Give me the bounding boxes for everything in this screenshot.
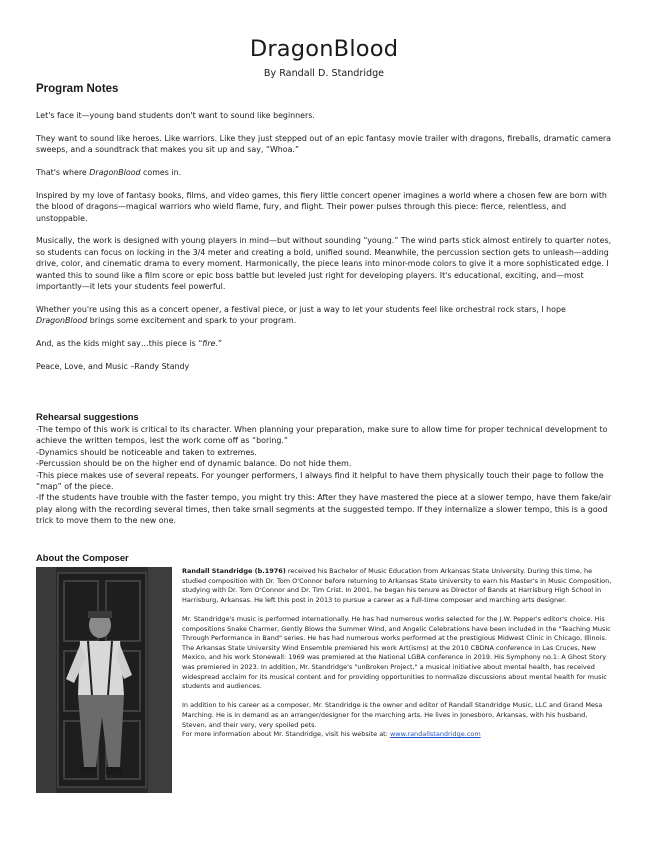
bio-paragraph [182,701,614,739]
text-run: And, as the kids might say…this piece is “ [36,339,203,349]
rehearsal-item: -Dynamics should be noticeable and taken to extremes. [36,447,257,457]
notes-paragraph [36,167,616,178]
text-run: comes in. [140,168,182,177]
text-run: received his Bachelor of Music Education from Arkansas State University. During this time, he studied composition with Dr. Tom O'Connor before returning to Arkansas State University to earn his Master's in Music Composition, studying with Dr. Tom O'Connor and Dr. Tim Crist. In 2001, he began his tenure as Director of Bands at Harrisburg High School in Harrisburg, Arkansas. He left this post in 2013 to pursue a career as a full-time composer and marching arts designer. [182,567,612,604]
notes-paragraph [36,304,616,327]
title-italic: DragonBlood [36,316,88,326]
bio-paragraph [182,567,614,605]
piece-title: DragonBlood [249,36,399,62]
notes-paragraph: Musically, the work is designed with young players in mind—but without sounding “young.” The wind parts stick almost entirely to quarter notes, so students can focus on locking in the 3/4 meter and creating a bold, unified sound. Meanwhile, the percussion section gets to unleash—adding drive, color, and cinematic drama to every moment. Harmonically, the piece leans into minor-mode colors to give it a more sophisticated edge. I wanted this to sound like a film score or epic boss battle but leveled just right for developing players. It's educational, exciting, and—most importantly—it lets your students feel powerful. [36,236,612,292]
notes-paragraph: Inspired by my love of fantasy books, films, and video games, this fiery little concert opener imagines a world where a chosen few are born with the blood of dragons—magical warriors who wield flame, fury, and flight. Their power pulses through this piece: fierce, relentless, and unstoppable. [36,190,607,223]
rehearsal-item: -Percussion should be on the higher end of dynamic balance. Do not hide them. [36,459,352,469]
composer-bio [182,567,614,740]
rehearsal-list [36,424,616,527]
notes-signoff: Peace, Love, and Music –Randy Standy [36,361,190,371]
rehearsal-item: -The tempo of this work is critical to its character. When planning your preparation, make sure to allow time for proper technical development to achieve the written tempos, lest the work come off as “boring.” [36,425,608,446]
website-link[interactable]: www.randallstandridge.com [389,730,481,739]
bio-paragraph: Mr. Standridge's music is performed internationally. He has had numerous works selected for the J.W. Pepper's editor's choice. His compositions Snake Charmer, Gently Blows the Summer Wind, and Angelic Celebrations have been included in the "Teaching Music Through Performance in Band" series. He has had numerous works performed at the prestigious Midwest Clinic in Chicago, Illinois. The Arkansas State University Wind Ensemble premiered his work Art(isms) at the 2010 CBDNA conference in Las Cruces, New Mexico, and his work Stonewall: 1969 was premiered at the National LGBA conference in 2019. His Symphony no.1: A Ghost Story was premiered in 2023. In addition, Mr. Standridge's "unBroken Project," a musical initiative about mental health, has received widespread acclaim for its musical content and for providing opportunities to normalize discussions about mental health for music students and audiences. [182,614,611,691]
text-run: .” [215,339,223,349]
title-italic: DragonBlood [89,168,141,177]
composer-byline: By Randall D. Standridge [263,68,385,79]
notes-paragraph: They want to sound like heroes. Like warriors. Like they just stepped out of an epic fantasy movie trailer with dragons, fireballs, dramatic camera sweeps, and a soundtrack that makes you sit up and say, “Whoa.” [36,133,612,155]
text-italic: fire [202,339,216,349]
rehearsal-item: -If the students have trouble with the faster tempo, you might try this: After they have mastered the piece at a slower tempo, have them fake/air play along with the recording several times, then take small segments at the suggested tempo. If they internalize a slower tempo, this is a good trick to move them to the new one. [36,493,612,526]
program-notes-body [36,110,616,384]
text-run: For more information about Mr. Standridge, visit his website at: [182,730,390,739]
notes-paragraph: Let's face it—young band students don't want to sound like beginners. [36,111,315,120]
text-run: That's where [36,168,90,177]
composer-photo [36,567,172,793]
program-notes-heading: Program Notes [36,83,119,95]
text-run: In addition to his career as a composer, Mr. Standridge is the owner and editor of Randall Standridge Music, LLC and Grand Mesa Marching. He is in demand as an arranger/designer for the marching arts. He lives in Jonesboro, Arkansas, with his husband, Steven, and their very, very spoiled pets. [182,701,603,729]
rehearsal-item: -This piece makes use of several repeats. For younger performers, I always find it helpful to have them physically touch their page to follow the “map” of the piece. [36,470,604,492]
composer-name: Randall Standridge (b.1976) [182,567,286,575]
about-composer-heading: About the Composer [36,552,129,563]
rehearsal-heading: Rehearsal suggestions [36,411,139,422]
composer-photo-image [36,567,172,793]
text-run: brings some excitement and spark to your program. [87,316,297,326]
notes-paragraph [36,338,616,349]
text-run: Whether you're using this as a concert opener, a festival piece, or just a way to let your students feel like orchestral rock stars, I hope [36,304,566,314]
